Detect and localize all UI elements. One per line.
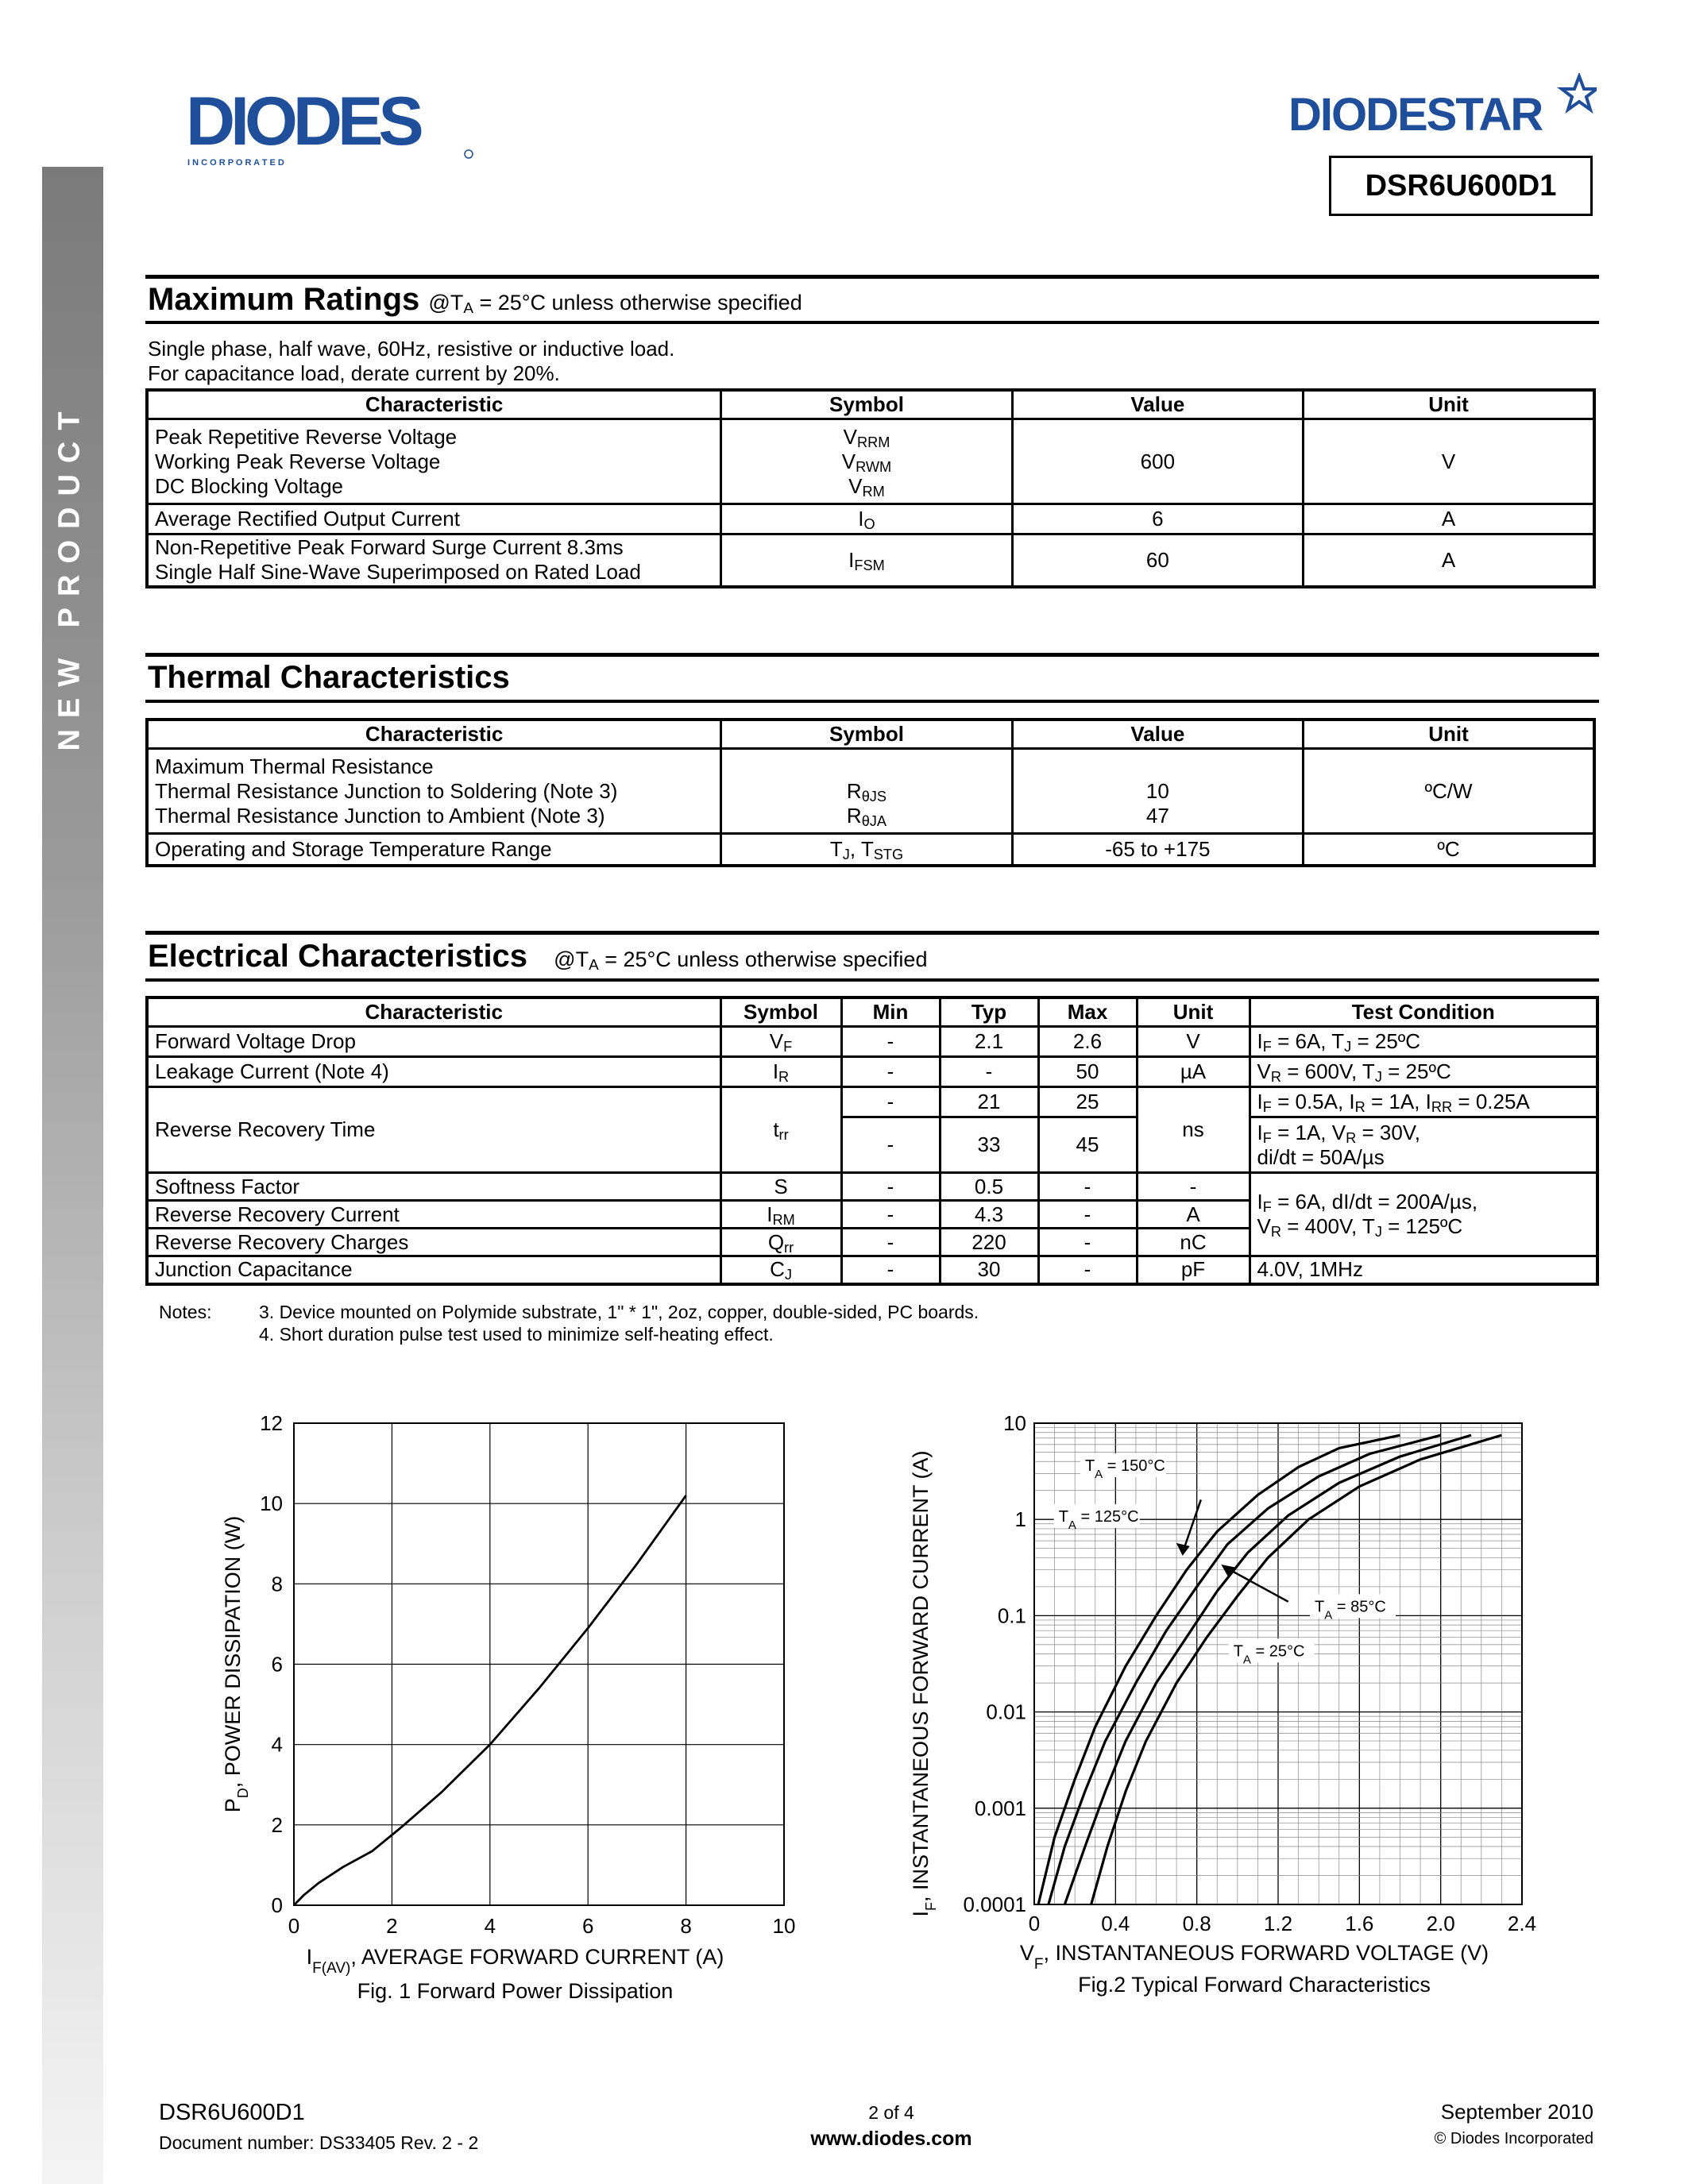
cell-symbol: $V_F$ [720,1027,841,1057]
footer-part-number: DSR6U600D1 [159,2100,305,2125]
cell-unit: nC [1137,1229,1250,1256]
cell-max: - [1038,1256,1137,1284]
col-header-characteristic: Characteristic [147,997,720,1027]
y-axis-label: $P_D$, POWER DISSIPATION (W) [221,1515,251,1813]
cell-min: - [841,1117,940,1173]
footer-website[interactable]: www.diodes.com [810,2128,972,2150]
y-tick-label: 10 [1003,1414,1026,1435]
x-tick-label: 0 [1028,1912,1041,1935]
cell-value: 6 [1012,504,1303,534]
curve-label: $T_A = 85^\circ C$ [1315,1598,1386,1622]
cell-typ: 0.5 [940,1173,1038,1201]
cell-typ: 30 [940,1256,1038,1284]
cell-min: - [841,1057,940,1087]
col-header-value: Value [1012,720,1303,749]
cell-max: - [1038,1229,1137,1256]
table-row [147,749,1594,834]
maximum-ratings-title [148,282,802,318]
x-tick-label: 0.8 [1182,1912,1211,1935]
cell-characteristic: Average Rectified Output Current [147,504,721,534]
cell-symbol: $I_R$ [720,1057,841,1087]
diodes-logo-text: DIODES [186,86,419,160]
col-header-symbol: Symbol [721,390,1012,419]
cell-symbol: S [720,1173,841,1201]
section-rule-bottom [145,321,1599,324]
electrical-heading: Electrical Characteristics [148,939,528,974]
y-tick-label: 0.1 [997,1603,1026,1628]
cell-characteristic: Non-Repetitive Peak Forward Surge Current 8.3ms Single Half Sine-Wave Superimposed on Rated Load [147,534,721,587]
section-rule-bottom [145,700,1599,703]
thermal-table [145,718,1596,867]
cell-max: - [1038,1201,1137,1229]
cell-typ: 33 [940,1117,1038,1173]
cell-characteristic: Operating and Storage Temperature Range [147,834,721,866]
table-row [147,1173,1597,1201]
x-tick-label: 2 [386,1914,398,1938]
cell-value: 10 47 [1012,749,1303,834]
cell-characteristic: Reverse Recovery Charges [147,1229,720,1256]
table-row [147,1057,1597,1087]
col-header-characteristic: Characteristic [147,720,721,749]
col-header-test-condition: Test Condition [1250,997,1597,1027]
col-header-unit: Unit [1304,390,1594,419]
note-4: 4. Short duration pulse test used to minimize self-heating effect. [259,1324,774,1345]
table-row [147,1027,1597,1057]
note-3: 3. Device mounted on Polymide substrate, 1" * 1", 2oz, copper, double-sided, PC boards. [259,1302,979,1322]
x-tick-label: 2.0 [1426,1912,1455,1935]
y-tick-label: 6 [271,1652,283,1677]
cell-min: - [841,1173,940,1201]
cell-test-condition: $I_F = 1A$, $V_R = 30V$, di/dt = 50A/µs [1250,1117,1597,1173]
cell-symbol: $T_J$, $T_{STG}$ [721,834,1012,866]
star-icon [1562,76,1597,110]
table-row [147,419,1594,504]
diodes-logo [183,86,477,173]
electrical-condition: $@T_A = 25^\circ C$ unless otherwise specified [554,947,928,974]
col-header-symbol: Symbol [720,997,841,1027]
col-header-value: Value [1012,390,1303,419]
cell-test-condition: $I_F = 0.5A$, $I_R = 1A$, $I_{RR} = 0.25A$ [1250,1087,1597,1117]
x-tick-label: 8 [680,1914,692,1938]
cell-characteristic: Junction Capacitance [147,1256,720,1284]
sidebar-new-product: NEW PRODUCT [52,400,87,751]
cell-unit: V [1137,1027,1250,1057]
y-tick-label: 4 [271,1732,283,1757]
cell-min: - [841,1087,940,1117]
cell-symbol: $I_{FSM}$ [721,534,1012,587]
cell-value: 60 [1012,534,1303,587]
diodestar-logo-text: DIODESTAR [1288,89,1543,137]
notes-label: Notes: [159,1302,212,1322]
cell-symbol: $Q_{rr}$ [720,1229,841,1256]
cell-symbol: $R_{\theta JS}$ $R_{\theta JA}$ [721,749,1012,834]
col-header-unit: Unit [1137,997,1250,1027]
cell-typ: - [940,1057,1038,1087]
cell-test-condition: 4.0V, 1MHz [1250,1256,1597,1284]
table-row [147,534,1594,587]
x-tick-label: 1.2 [1263,1912,1293,1935]
cell-unit: pF [1137,1256,1250,1284]
cell-value: -65 to +175 [1012,834,1303,866]
footer-document-number: Document number: DS33405 Rev. 2 - 2 [159,2132,479,2153]
section-rule-bottom [145,978,1599,982]
footer-date: September 2010 [1440,2100,1593,2124]
x-tick-label: 2.4 [1507,1912,1537,1935]
cell-unit: A [1137,1201,1250,1229]
cell-value: 600 [1012,419,1303,504]
cell-symbol: $V_{RRM}$ $V_{RWM}$ $V_{RM}$ [721,419,1012,504]
y-tick-label: 1 [1014,1507,1026,1532]
cell-unit: - [1137,1173,1250,1201]
cell-min: - [841,1256,940,1284]
cell-test-condition: $I_F = 6A$, $T_J$ = 25ºC [1250,1027,1597,1057]
table-row [147,504,1594,534]
section-rule-top [145,275,1599,279]
col-header-symbol: Symbol [721,720,1012,749]
max-ratings-note-2: For capacitance load, derate current by 20%. [148,361,560,385]
cell-unit: ºC/W [1304,749,1594,834]
maximum-ratings-table [145,388,1596,588]
cell-unit: ºC [1304,834,1594,866]
series-line [1091,1435,1502,1904]
cell-unit: µA [1137,1057,1250,1087]
electrical-table [145,996,1599,1286]
x-tick-label: 0 [288,1914,300,1938]
table-header-row [147,390,1594,419]
y-tick-label: 12 [260,1414,283,1435]
x-tick-label: 0.4 [1101,1912,1130,1935]
part-number-box: DSR6U600D1 [1329,156,1593,216]
chart-title: Fig.2 Typical Forward Characteristics [1078,1973,1431,1997]
table-row [147,1256,1597,1284]
maximum-ratings-condition: $@T_A = 25^\circ C$ unless otherwise specified [428,291,802,317]
max-ratings-note-1: Single phase, half wave, 60Hz, resistive or inductive load. [148,337,675,361]
footer-copyright: © Diodes Incorporated [1434,2130,1593,2147]
cell-max: 50 [1038,1057,1137,1087]
x-tick-label: 4 [484,1914,496,1938]
cell-min: - [841,1027,940,1057]
table-header-row [147,997,1597,1027]
cell-typ: 4.3 [940,1201,1038,1229]
y-tick-label: 2 [271,1812,283,1837]
cell-max: 45 [1038,1117,1137,1173]
cell-unit: A [1304,504,1594,534]
cell-characteristic: Softness Factor [147,1173,720,1201]
thermal-title: Thermal Characteristics [148,660,510,695]
cell-min: - [841,1229,940,1256]
cell-characteristic: Reverse Recovery Time [147,1087,720,1173]
y-tick-label: 8 [271,1572,283,1596]
diodestar-logo [1287,73,1597,137]
y-tick-label: 10 [260,1491,283,1516]
cell-max: 2.6 [1038,1027,1137,1057]
arrow-head [1176,1543,1190,1556]
curve-label: $T_A = 25^\circ C$ [1233,1642,1305,1666]
cell-max: 25 [1038,1087,1137,1117]
diodes-logo-incorporated: I N C O R P O R A T E D [187,158,284,168]
cell-symbol: $I_{RM}$ [720,1201,841,1229]
cell-unit: V [1304,419,1594,504]
table-header-row [147,720,1594,749]
col-header-typ: Typ [940,997,1038,1027]
curve-label: $T_A = 125^\circ C$ [1058,1507,1139,1532]
cell-typ: 21 [940,1087,1038,1117]
section-rule-top [145,931,1599,935]
chart-forward-power-dissipation [207,1414,810,2033]
maximum-ratings-heading: Maximum Ratings [148,282,420,317]
x-tick-label: 10 [772,1914,796,1938]
cell-characteristic: Peak Repetitive Reverse Voltage Working Peak Reverse Voltage DC Blocking Voltage [147,419,721,504]
y-tick-label: 0.001 [974,1796,1026,1820]
col-header-characteristic: Characteristic [147,390,721,419]
cell-symbol: $t_{rr}$ [720,1087,841,1173]
col-header-min: Min [841,997,940,1027]
cell-characteristic: Forward Voltage Drop [147,1027,720,1057]
table-row [147,1087,1597,1117]
x-tick-label: 6 [581,1914,594,1938]
x-axis-label: $V_F$, INSTANTANEOUS FORWARD VOLTAGE (V) [1019,1941,1489,1973]
y-tick-label: 0.0001 [963,1893,1026,1916]
electrical-title [148,939,927,974]
footer-page: 2 of 4 [868,2102,914,2123]
curve-label: $T_A = 150^\circ C$ [1084,1457,1165,1481]
y-tick-label: 0.01 [986,1700,1026,1724]
col-header-unit: Unit [1304,720,1594,749]
chart-title: Fig. 1 Forward Power Dissipation [357,1979,674,2003]
cell-typ: 220 [940,1229,1038,1256]
cell-symbol: $C_J$ [720,1256,841,1284]
x-axis-label: $I_{F(AV)}$, AVERAGE FORWARD CURRENT (A) [306,1945,724,1977]
chart-forward-characteristics [890,1414,1541,2033]
y-axis-label: $I_F$, INSTANTANEOUS FORWARD CURRENT (A) [909,1450,939,1917]
cell-typ: 2.1 [940,1027,1038,1057]
cell-characteristic: Maximum Thermal Resistance Thermal Resistance Junction to Soldering (Note 3) Thermal Resistance Junction to Ambient (Note 3) [147,749,721,834]
cell-unit: ns [1137,1087,1250,1173]
cell-max: - [1038,1173,1137,1201]
cell-symbol: $I_O$ [721,504,1012,534]
cell-min: - [841,1201,940,1229]
table-row [147,834,1594,866]
cell-unit: A [1304,534,1594,587]
arrow-line [1184,1499,1200,1546]
y-tick-label: 0 [271,1893,283,1917]
col-header-max: Max [1038,997,1137,1027]
cell-characteristic: Leakage Current (Note 4) [147,1057,720,1087]
section-rule-top [145,653,1599,657]
cell-test-condition: $V_R = 600V$, $T_J$ = 25ºC [1250,1057,1597,1087]
cell-characteristic: Reverse Recovery Current [147,1201,720,1229]
x-tick-label: 1.6 [1345,1912,1374,1935]
cell-test-condition: $I_F = 6A$, dI/dt = 200A/µs, $V_R = 400V$, $T_J$ = 125ºC [1250,1173,1597,1256]
